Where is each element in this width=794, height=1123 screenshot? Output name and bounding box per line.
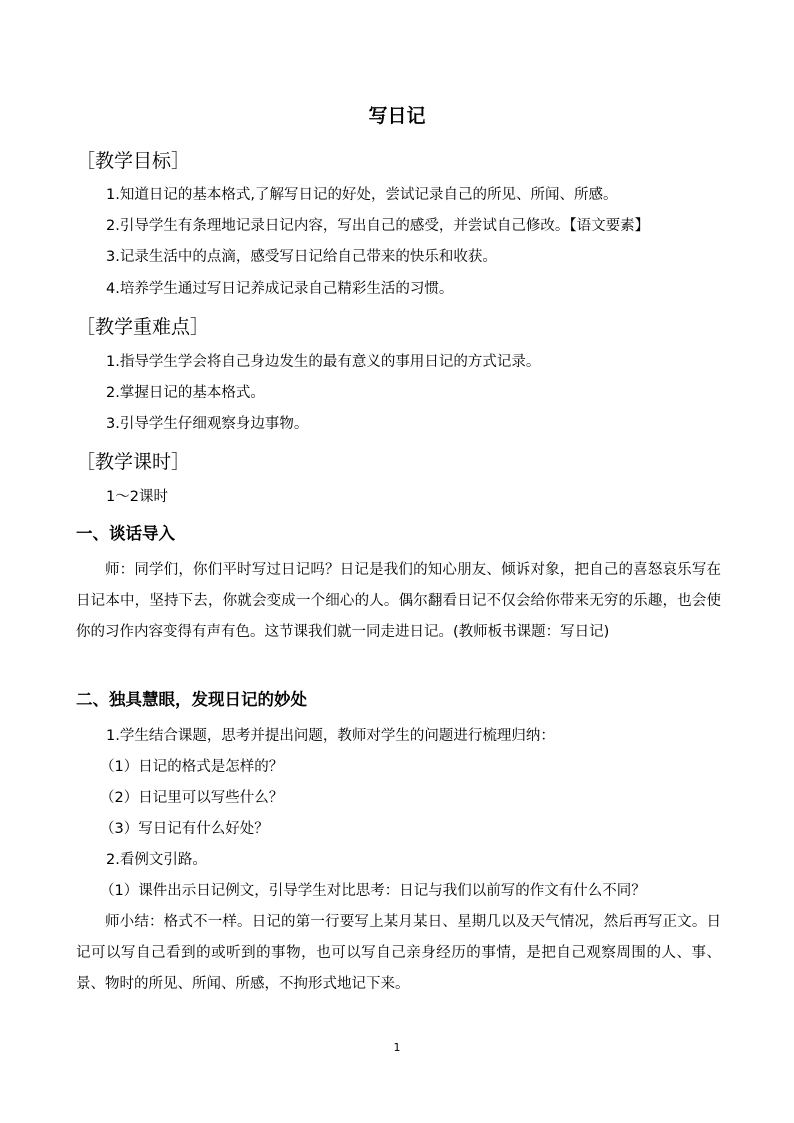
section-heading-hours: ［教学课时］: [76, 451, 191, 473]
goal-item-2: 2.引导学生有条理地记录日记内容，写出自己的感受，并尝试自己修改。【语文要素】: [106, 218, 650, 234]
part2-question-1: （1）日记的格式是怎样的？: [100, 759, 284, 775]
part2-subitem-1: （1）课件出示日记例文，引导学生对比思考：日记与我们以前写的作文有什么不同？: [100, 883, 646, 899]
part1-paragraph: 师：同学们，你们平时写过日记吗？日记是我们的知心朋友、倾诉对象，把自己的喜怒哀乐写在日记本中，坚持下去，你就会变成一个细心的人。偶尔翻看日记不仅会给你带来无穷的乐趣，也会使你的习作内容变得有声有色。这节课我们就一同走进日记。(教师板书课题：写日记): [76, 562, 721, 640]
keypoint-item-1: 1.指导学生学会将自己身边发生的最有意义的事用日记的方式记录。: [106, 354, 541, 370]
page-number: 1: [393, 1041, 401, 1054]
section-heading-keypoints: ［教学重难点］: [76, 316, 210, 338]
keypoint-item-2: 2.掌握日记的基本格式。: [106, 385, 265, 401]
part2-heading: 二、独具慧眼，发现日记的妙处: [76, 690, 307, 709]
part2-item-2: 2.看例文引路。: [106, 852, 207, 868]
goal-item-3: 3.记录生活中的点滴，感受写日记给自己带来的快乐和收获。: [106, 249, 497, 265]
part1-heading: 一、谈话导入: [76, 524, 175, 543]
document-title: 写日记: [368, 105, 426, 127]
part2-question-2: （2）日记里可以写些什么？: [100, 790, 284, 806]
part2-item-1: 1.学生结合课题，思考并提出问题，教师对学生的问题进行梳理归纳：: [106, 728, 555, 744]
keypoint-item-3: 3.引导学生仔细观察身边事物。: [106, 416, 309, 432]
part2-question-3: （3）写日记有什么好处？: [100, 821, 269, 837]
section-heading-goals: ［教学目标］: [76, 150, 191, 172]
goal-item-1: 1.知道日记的基本格式,了解写日记的好处，尝试记录自己的所见、所闻、所感。: [106, 187, 618, 203]
part2-summary: 师小结：格式不一样。日记的第一行要写上某月某日、星期几以及天气情况，然后再写正文。日记可以写自己看到的或听到的事物，也可以写自己亲身经历的事情，是把自己观察周围的人、事、景、物时的所见、所闻、所感，不拘形式地记下来。: [76, 914, 721, 992]
hours-text: 1～2课时: [106, 489, 168, 505]
goal-item-4: 4.培养学生通过写日记养成记录自己精彩生活的习惯。: [106, 281, 454, 297]
